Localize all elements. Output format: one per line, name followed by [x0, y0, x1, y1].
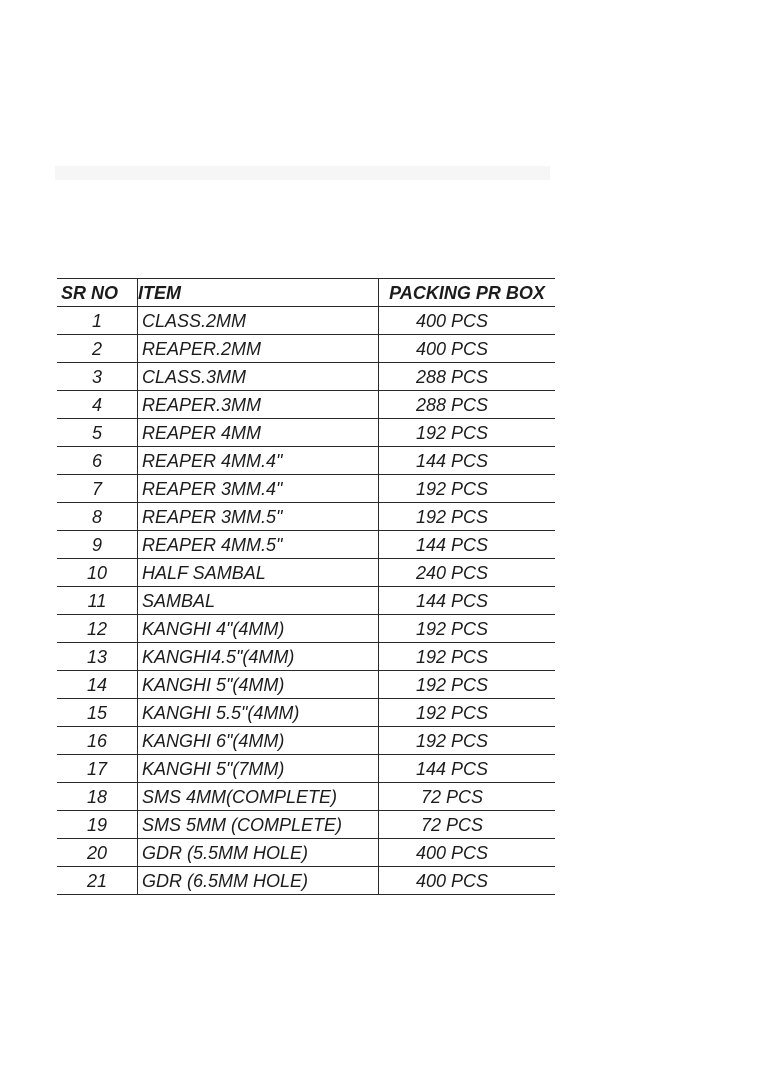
cell-sr-no: 17	[57, 755, 138, 783]
table-row	[57, 559, 555, 587]
cell-item: REAPER 3MM.5"	[138, 503, 379, 531]
cell-item: REAPER.3MM	[138, 391, 379, 419]
cell-item: CLASS.2MM	[138, 307, 379, 335]
cell-packing: 192 PCS	[379, 699, 556, 727]
cell-item: SAMBAL	[138, 587, 379, 615]
cell-packing: 400 PCS	[379, 307, 556, 335]
table-row	[57, 615, 555, 643]
table-row	[57, 727, 555, 755]
table-row	[57, 503, 555, 531]
cell-packing: 192 PCS	[379, 727, 556, 755]
cell-packing: 72 PCS	[379, 783, 556, 811]
table-row	[57, 475, 555, 503]
header-row	[57, 279, 555, 307]
table-header	[57, 279, 555, 307]
cell-packing: 144 PCS	[379, 531, 556, 559]
cell-item: GDR (5.5MM HOLE)	[138, 839, 379, 867]
cell-packing: 192 PCS	[379, 671, 556, 699]
table-row	[57, 811, 555, 839]
table-row	[57, 335, 555, 363]
cell-item: KANGHI 5.5"(4MM)	[138, 699, 379, 727]
table-body	[57, 307, 555, 895]
cell-packing: 144 PCS	[379, 447, 556, 475]
cell-packing: 400 PCS	[379, 839, 556, 867]
cell-item: KANGHI 5"(4MM)	[138, 671, 379, 699]
cell-sr-no: 16	[57, 727, 138, 755]
table-row	[57, 447, 555, 475]
cell-item: REAPER 4MM.4"	[138, 447, 379, 475]
cell-item: REAPER 3MM.4"	[138, 475, 379, 503]
header-sr-no: SR NO	[57, 279, 138, 307]
cell-sr-no: 2	[57, 335, 138, 363]
cell-sr-no: 4	[57, 391, 138, 419]
cell-item: HALF SAMBAL	[138, 559, 379, 587]
table-row	[57, 699, 555, 727]
cell-packing: 192 PCS	[379, 643, 556, 671]
packing-table	[57, 278, 555, 895]
table-row	[57, 755, 555, 783]
cell-sr-no: 20	[57, 839, 138, 867]
cell-sr-no: 10	[57, 559, 138, 587]
cell-packing: 192 PCS	[379, 615, 556, 643]
cell-packing: 288 PCS	[379, 391, 556, 419]
cell-item: CLASS.3MM	[138, 363, 379, 391]
cell-packing: 288 PCS	[379, 363, 556, 391]
cell-item: KANGHI 5"(7MM)	[138, 755, 379, 783]
table-row	[57, 587, 555, 615]
cell-packing: 192 PCS	[379, 419, 556, 447]
table-row	[57, 391, 555, 419]
table-row	[57, 531, 555, 559]
table-row	[57, 671, 555, 699]
cell-item: SMS 4MM(COMPLETE)	[138, 783, 379, 811]
cell-packing: 72 PCS	[379, 811, 556, 839]
cell-sr-no: 18	[57, 783, 138, 811]
cell-packing: 400 PCS	[379, 867, 556, 895]
cell-packing: 240 PCS	[379, 559, 556, 587]
cell-sr-no: 9	[57, 531, 138, 559]
cell-packing: 144 PCS	[379, 587, 556, 615]
cell-sr-no: 15	[57, 699, 138, 727]
table-row	[57, 363, 555, 391]
cell-item: GDR (6.5MM HOLE)	[138, 867, 379, 895]
cell-sr-no: 8	[57, 503, 138, 531]
table-row	[57, 643, 555, 671]
cell-item: REAPER 4MM	[138, 419, 379, 447]
table-row	[57, 419, 555, 447]
cell-packing: 192 PCS	[379, 503, 556, 531]
cell-sr-no: 7	[57, 475, 138, 503]
table-row	[57, 867, 555, 895]
cell-item: SMS 5MM (COMPLETE)	[138, 811, 379, 839]
cell-sr-no: 3	[57, 363, 138, 391]
cell-item: REAPER 4MM.5"	[138, 531, 379, 559]
scan-artifact-band	[55, 166, 550, 180]
cell-sr-no: 19	[57, 811, 138, 839]
cell-sr-no: 5	[57, 419, 138, 447]
cell-sr-no: 1	[57, 307, 138, 335]
cell-packing: 192 PCS	[379, 475, 556, 503]
cell-item: KANGHI 6"(4MM)	[138, 727, 379, 755]
cell-sr-no: 6	[57, 447, 138, 475]
cell-item: REAPER.2MM	[138, 335, 379, 363]
cell-packing: 144 PCS	[379, 755, 556, 783]
cell-sr-no: 12	[57, 615, 138, 643]
cell-sr-no: 21	[57, 867, 138, 895]
table-row	[57, 839, 555, 867]
table-row	[57, 783, 555, 811]
header-item: ITEM	[138, 279, 379, 307]
cell-sr-no: 14	[57, 671, 138, 699]
cell-item: KANGHI 4"(4MM)	[138, 615, 379, 643]
cell-item: KANGHI4.5"(4MM)	[138, 643, 379, 671]
header-packing: PACKING PR BOX	[379, 279, 556, 307]
cell-sr-no: 11	[57, 587, 138, 615]
table-row	[57, 307, 555, 335]
cell-sr-no: 13	[57, 643, 138, 671]
cell-packing: 400 PCS	[379, 335, 556, 363]
